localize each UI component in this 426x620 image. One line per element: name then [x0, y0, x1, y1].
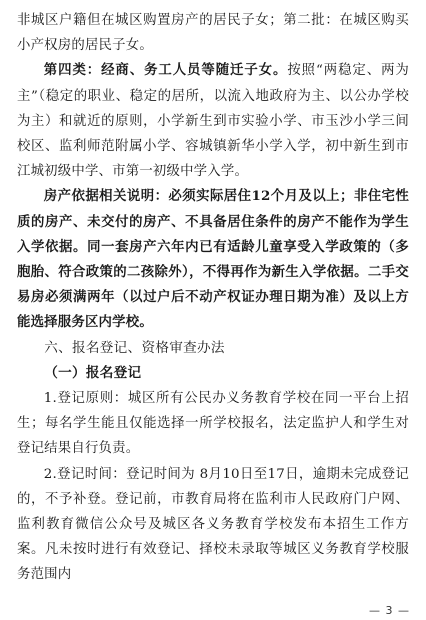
property-notes-body: 必须实际居住12个月及以上；非住宅性质的房产、未交付的房产、不具备居住条件的房产不能作为学生入学依据。同一套房产六年内已有适龄儿童享受入学政策的（多胞胎、符合政策的二孩除外），不得再作为新生入学依据。二手交易房必须满两年（以过户后不动产权证办理日期为准）及以上方能选择服务区内学校。 — [17, 188, 409, 331]
category-four-body: 按照“两稳定、两为主”（稳定的职业、稳定的居所，以流入地政府为主、以公办学校为主）和就近的原则，小学新生到市实验小学、市玉沙小学三间校区、监利师范附属小学、容城镇新华小学入学，初中新生到市江城初级中学、市第一初级中学入学。 — [17, 63, 409, 180]
paragraph-category-four — [17, 58, 409, 184]
sub-heading: （一）报名登记 — [44, 364, 142, 381]
section-heading: 六、报名登记、资格审查办法 — [44, 339, 225, 356]
paragraph-registration-principle: 1.登记原则：城区所有公民办义务教育学校在同一平台上招生；每名学生能且仅能选择一所学校报名，法定监护人和学生对登记结果自行负责。 — [17, 391, 409, 457]
paragraph-property-notes — [17, 184, 409, 335]
category-four-lead: 第四类：经商、务工人员等随迁子女。 — [43, 62, 288, 79]
paragraph-registration-time: 2.登记时间：登记时间为 8月10日至17日，逾期未完成登记的，不予补登。登记前，市教育局将在监利市人民政府门户网、监利教育微信公众号及城区各义务教育学校发布本招生工作方案。凡未按时进行有效登记、择校未录取等城区义务教育学校服务范围内 — [17, 466, 409, 583]
property-notes-lead: 房产依据相关说明： — [43, 188, 169, 205]
page-number: — 3 — — [369, 604, 410, 617]
paragraph-continuation: 非城区户籍但在城区购置房产的居民子女；第二批：在城区购买小产权房的居民子女。 — [17, 13, 409, 54]
